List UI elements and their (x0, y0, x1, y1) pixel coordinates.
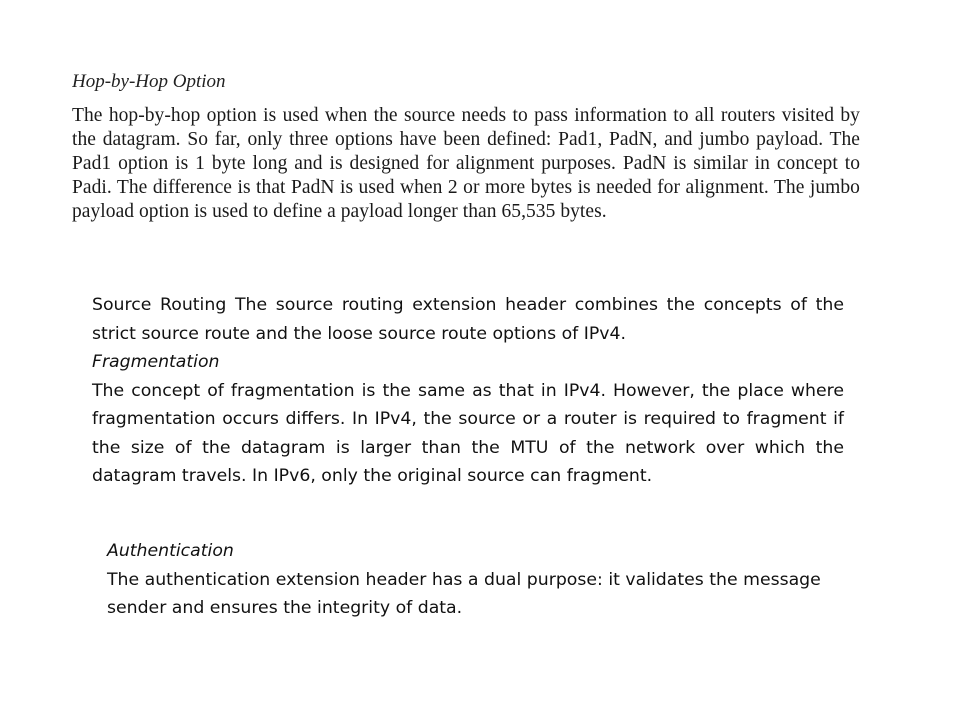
authentication-paragraph: The authentication extension header has a dual purpose: it validates the message sender and ensures the integrity of data. (107, 569, 821, 618)
authentication-block (107, 537, 827, 623)
fragmentation-paragraph: The concept of fragmentation is the same as that in IPv4. However, the place where fragmentation occurs differs. In IPv4, the source or a router is required to fragment if the size of the datagram is larger than the MTU of the network over which the datagram travels. In IPv6, only the original source can fragment. (92, 380, 844, 486)
source-routing-paragraph: Source Routing The source routing extension header combines the concepts of the strict source route and the loose source route options of IPv4. (92, 295, 844, 344)
source-routing-fragmentation-block (92, 291, 844, 491)
hop-by-hop-paragraph: The hop-by-hop option is used when the source needs to pass information to all routers visited by the datagram. So far, only three options have been defined: Pad1, PadN, and jumbo payload. The Pad1 option is 1 byte long and is designed for alignment purposes. PadN is similar in concept to Padi. The difference is that PadN is used when 2 or more bytes is needed for alignment. The jumbo payload option is used to define a payload longer than 65,535 bytes. (72, 105, 860, 222)
hop-by-hop-title: Hop-by-Hop Option (72, 71, 226, 92)
authentication-heading: Authentication (107, 541, 234, 561)
scanned-textbook-excerpt (72, 70, 860, 265)
fragmentation-heading: Fragmentation (92, 352, 220, 372)
